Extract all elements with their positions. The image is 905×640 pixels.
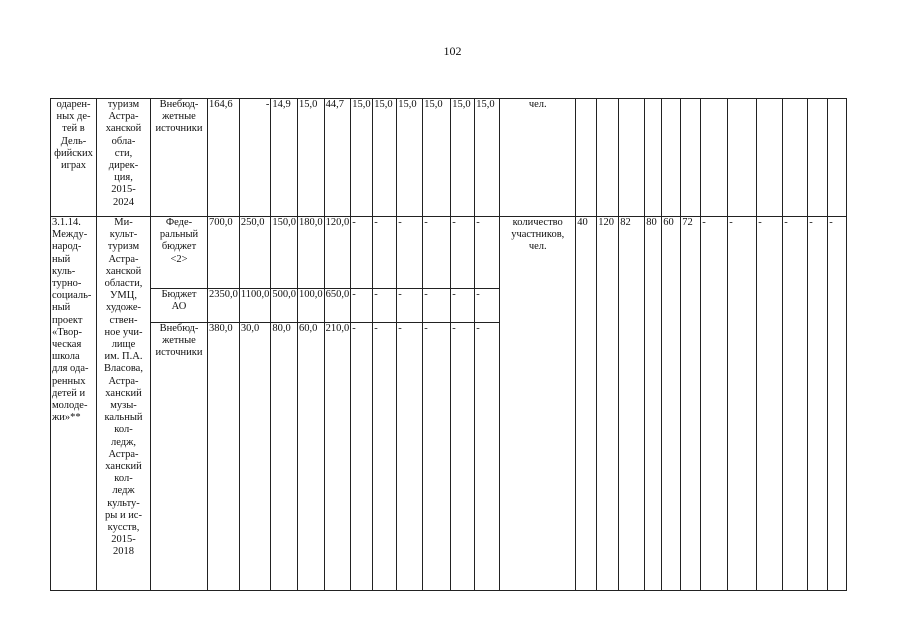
program-table [50, 98, 847, 591]
indicator-value-cell: - [808, 217, 828, 591]
indicator-value-cell [681, 99, 701, 217]
value-cell: 100,0 [298, 289, 325, 323]
indicator-value-cell: - [701, 217, 728, 591]
event-name-cell: одарен- ных де- тей в Дель- фийских играх [51, 99, 97, 217]
value-cell: 15,0 [298, 99, 325, 217]
value-cell: 500,0 [271, 289, 298, 323]
event-name-cell: 3.1.14. Между- народ- ный куль- турно- социаль- ный проект «Твор- ческая школа для ода- ренных детей и молоде- жи»** [51, 217, 97, 591]
indicator-value-cell: - [757, 217, 783, 591]
indicator-value-cell: - [783, 217, 808, 591]
indicator-value-cell [576, 99, 597, 217]
value-cell: 15,0 [351, 99, 373, 217]
value-cell: 164,6 [208, 99, 240, 217]
value-cell: - [451, 217, 475, 289]
value-cell: - [423, 217, 451, 289]
value-cell: - [423, 289, 451, 323]
table-row [51, 99, 847, 217]
indicator-value-cell: - [728, 217, 757, 591]
executor-cell: туризм Астра- ханской обла- сти, дирек- ция, 2015- 2024 [97, 99, 151, 217]
executor-cell: Ми- культ- туризм Астра- ханской области, УМЦ, художе- ствен- ное учи- лище им. П.А. Власова, Астра- ханский музы- кальный кол- ледж, Астра- ханский кол- ледж культу- ры и ис- кусств, 2015- 2018 [97, 217, 151, 591]
value-cell: 15,0 [451, 99, 475, 217]
value-cell: - [397, 289, 423, 323]
indicator-value-cell [757, 99, 783, 217]
indicator-value-cell [808, 99, 828, 217]
value-cell: 120,0 [324, 217, 351, 289]
value-cell: - [451, 323, 475, 591]
value-cell: 15,0 [423, 99, 451, 217]
funding-source-cell: Внебюд- жетные источники [151, 99, 208, 217]
indicator-value-cell [597, 99, 619, 217]
funding-source-cell: Феде- ральный бюджет <2> [151, 217, 208, 289]
indicator-value-cell [662, 99, 681, 217]
value-cell: - [351, 289, 373, 323]
value-cell: 180,0 [298, 217, 325, 289]
value-cell: 700,0 [208, 217, 240, 289]
indicator-value-cell: 82 [619, 217, 645, 591]
value-cell: - [397, 323, 423, 591]
value-cell: 150,0 [271, 217, 298, 289]
page-number: 102 [443, 44, 462, 58]
value-cell: 15,0 [373, 99, 397, 217]
indicator-value-cell: 120 [597, 217, 619, 591]
indicator-value-cell [828, 99, 847, 217]
indicator-value-cell: - [828, 217, 847, 591]
value-cell: 1100,0 [239, 289, 271, 323]
value-cell: 210,0 [324, 323, 351, 591]
value-cell: 380,0 [208, 323, 240, 591]
value-cell: 650,0 [324, 289, 351, 323]
value-cell: 30,0 [239, 323, 271, 591]
value-cell: 80,0 [271, 323, 298, 591]
value-cell: - [351, 217, 373, 289]
indicator-value-cell: 72 [681, 217, 701, 591]
value-cell: 15,0 [397, 99, 423, 217]
value-cell: - [451, 289, 475, 323]
indicator-unit-cell: чел. [500, 99, 576, 217]
value-cell: 250,0 [239, 217, 271, 289]
value-cell: 14,9 [271, 99, 298, 217]
table-row [51, 217, 847, 289]
funding-source-cell: Внебюд- жетные источники [151, 323, 208, 591]
funding-source-cell: Бюджет АО [151, 289, 208, 323]
indicator-value-cell: 60 [662, 217, 681, 591]
indicator-value-cell [645, 99, 662, 217]
value-cell: - [351, 323, 373, 591]
value-cell: - [397, 217, 423, 289]
indicator-unit-cell: количество участников, чел. [500, 217, 576, 591]
value-cell: 2350,0 [208, 289, 240, 323]
value-cell: 60,0 [298, 323, 325, 591]
value-cell: 44,7 [324, 99, 351, 217]
value-cell: - [475, 217, 500, 289]
value-cell: 15,0 [475, 99, 500, 217]
value-cell: - [373, 289, 397, 323]
value-cell: - [373, 217, 397, 289]
value-cell: - [373, 323, 397, 591]
indicator-value-cell [728, 99, 757, 217]
value-cell: - [475, 323, 500, 591]
indicator-value-cell: 40 [576, 217, 597, 591]
indicator-value-cell [783, 99, 808, 217]
indicator-value-cell [701, 99, 728, 217]
value-cell: - [239, 99, 271, 217]
indicator-value-cell: 80 [645, 217, 662, 591]
indicator-value-cell [619, 99, 645, 217]
value-cell: - [475, 289, 500, 323]
value-cell: - [423, 323, 451, 591]
